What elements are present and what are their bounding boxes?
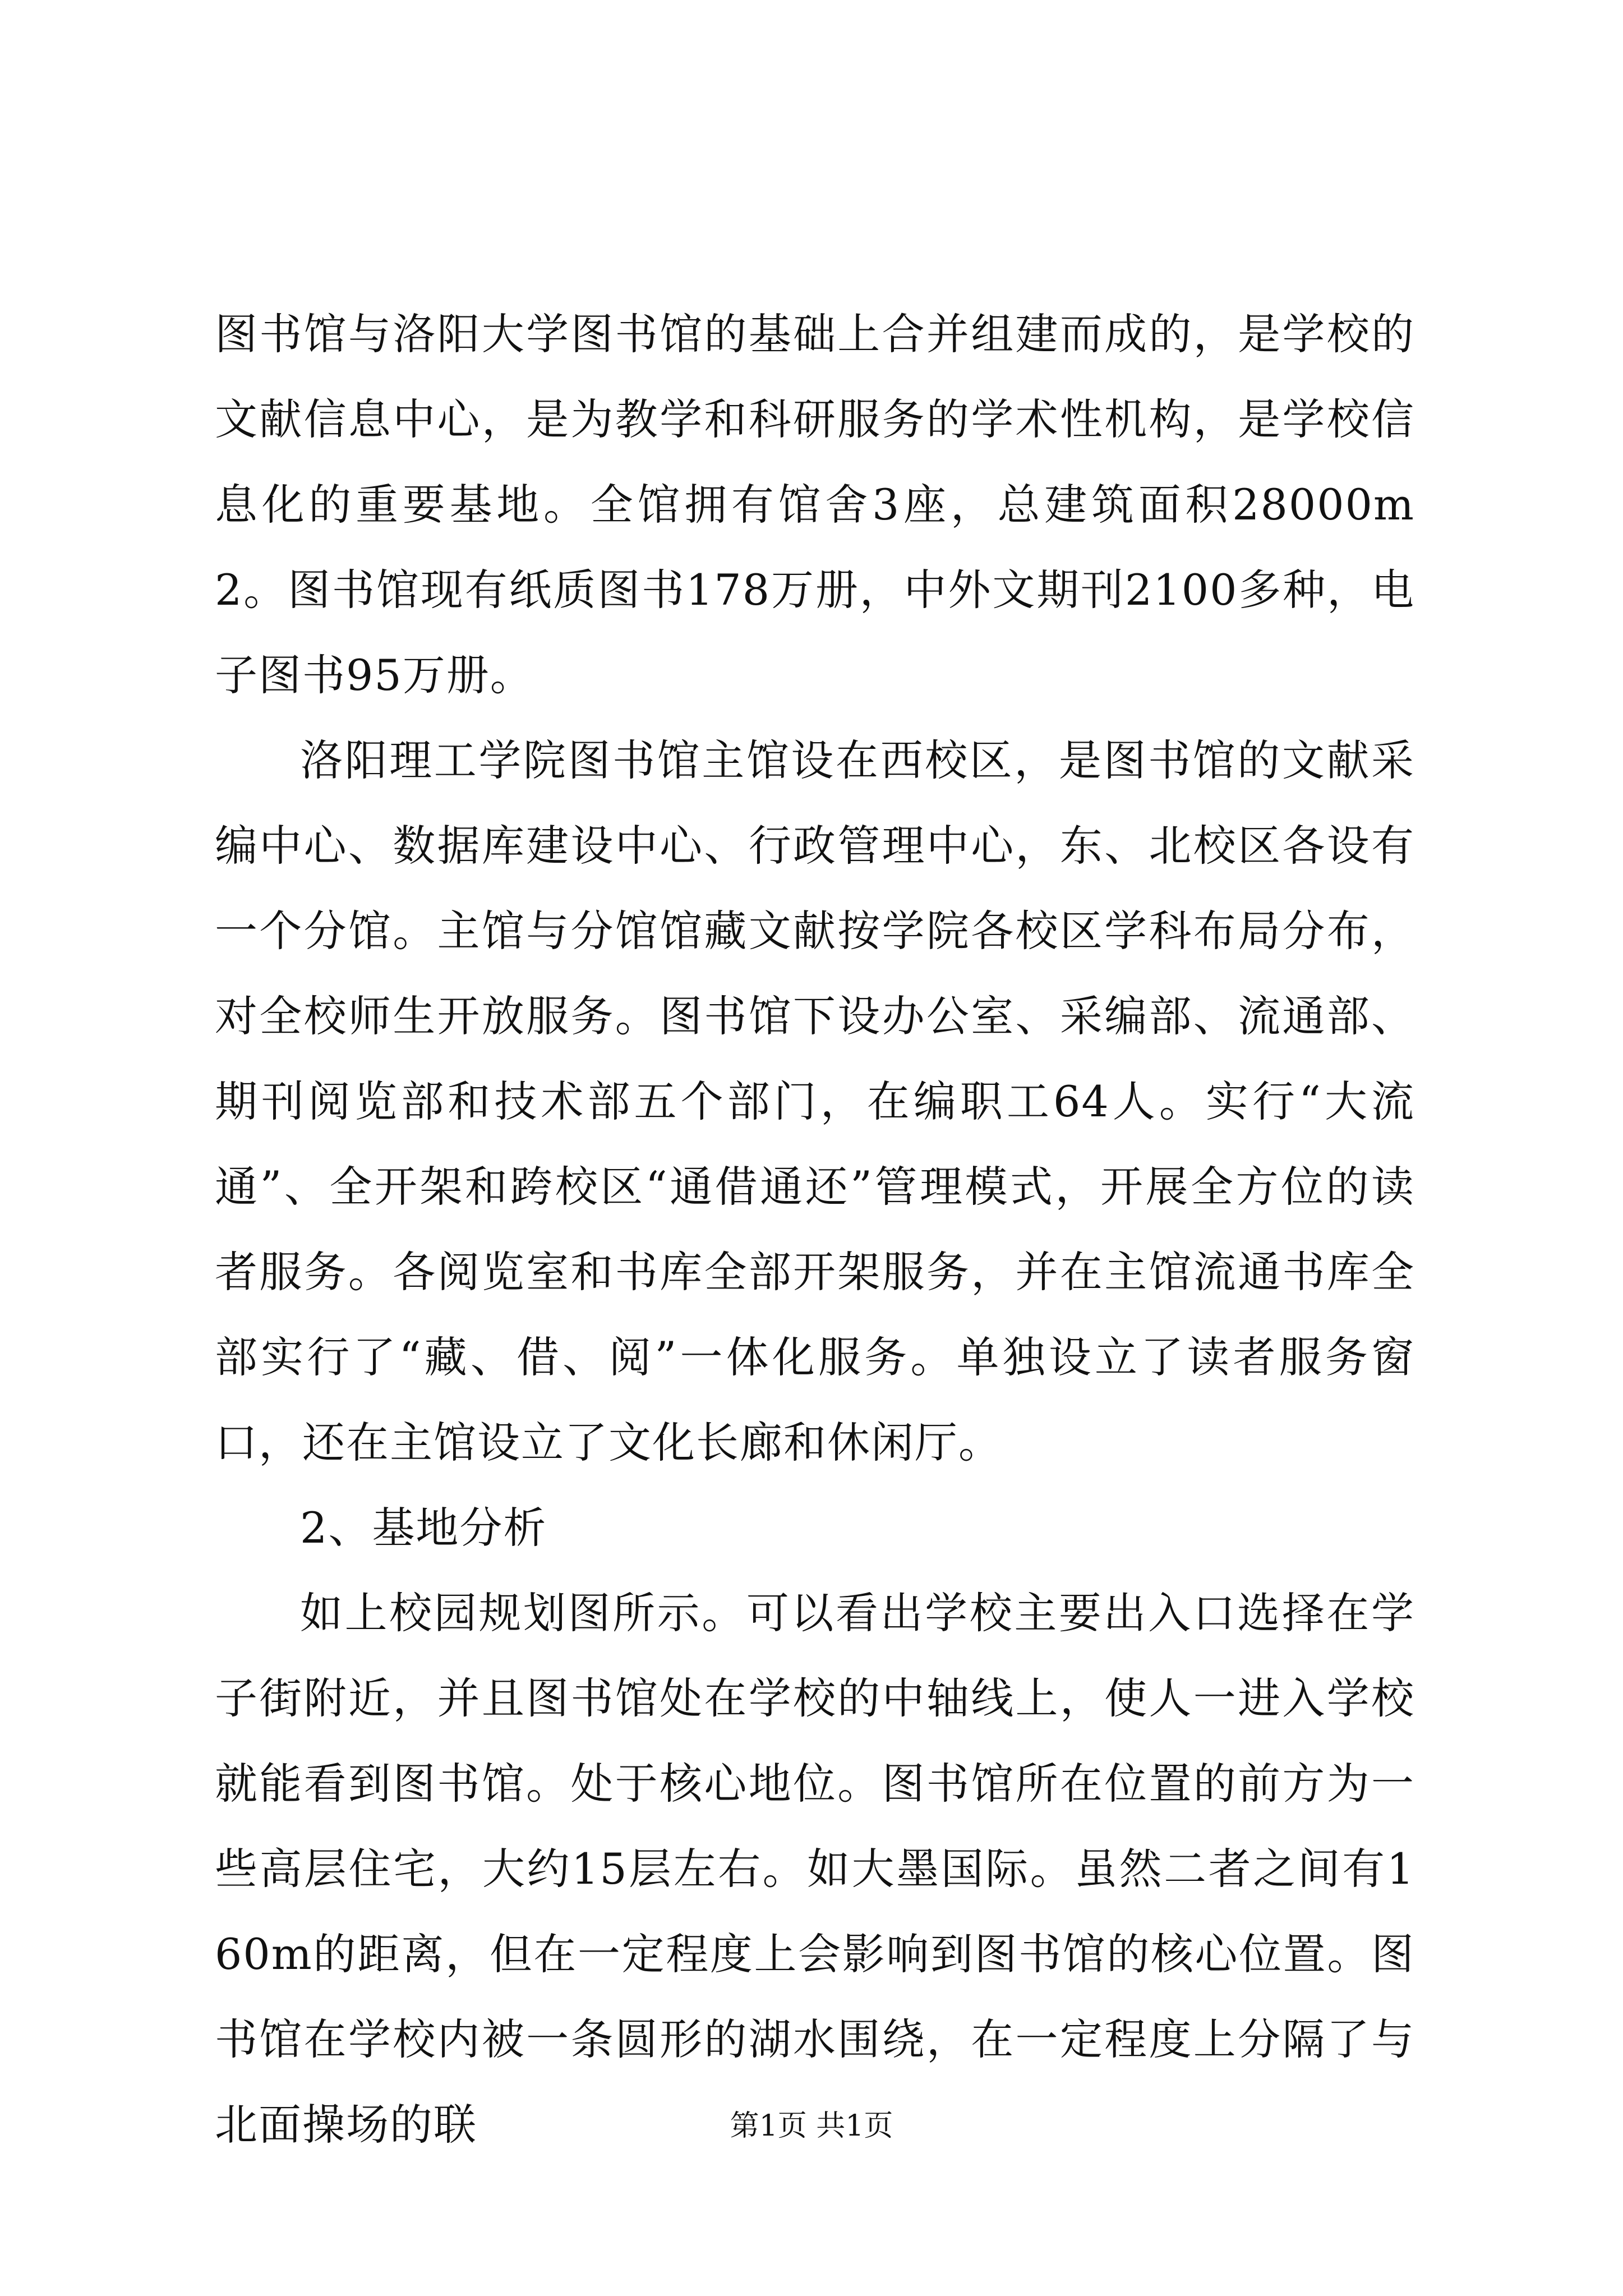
document-body (215, 292, 1415, 2168)
paragraph-library-overview: 图书馆与洛阳大学图书馆的基础上合并组建而成的，是学校的文献信息中心，是为教学和科研服务的学术性机构，是学校信息化的重要基地。全馆拥有馆舍3座，总建筑面积28000m2。图书馆现有纸质图书178万册，中外文期刊2100多种，电子图书95万册。 (215, 309, 1415, 700)
paragraph-library-structure: 洛阳理工学院图书馆主馆设在西校区，是图书馆的文献采编中心、数据库建设中心、行政管理中心，东、北校区各设有一个分馆。主馆与分馆馆藏文献按学院各校区学科布局分布，对全校师生开放服务。图书馆下设办公室、采编部、流通部、期刊阅览部和技术部五个部门，在编职工64人。实行“大流通”、全开架和跨校区“通借通还”管理模式，开展全方位的读者服务。各阅览室和书库全部开架服务，并在主馆流通书库全部实行了“藏、借、阅”一体化服务。单独设立了读者服务窗口，还在主馆设立了文化长廊和休闲厅。 (215, 735, 1415, 1467)
page-footer: 第1页 共1页 (730, 2109, 893, 2143)
paragraph-site-analysis: 如上校园规划图所示。可以看出学校主要出入口选择在学子街附近，并且图书馆处在学校的中轴线上，使人一进入学校就能看到图书馆。处于核心地位。图书馆所在位置的前方为一些高层住宅，大约15层左右。如大墨国际。虽然二者之间有160m的距离，但在一定程度上会影响到图书馆的核心位置。图书馆在学校内被一条圆形的湖水围绕，在一定程度上分隔了与北面操场的联 (215, 1588, 1415, 2150)
section-heading-site-analysis: 2、基地分析 (300, 1503, 547, 1553)
